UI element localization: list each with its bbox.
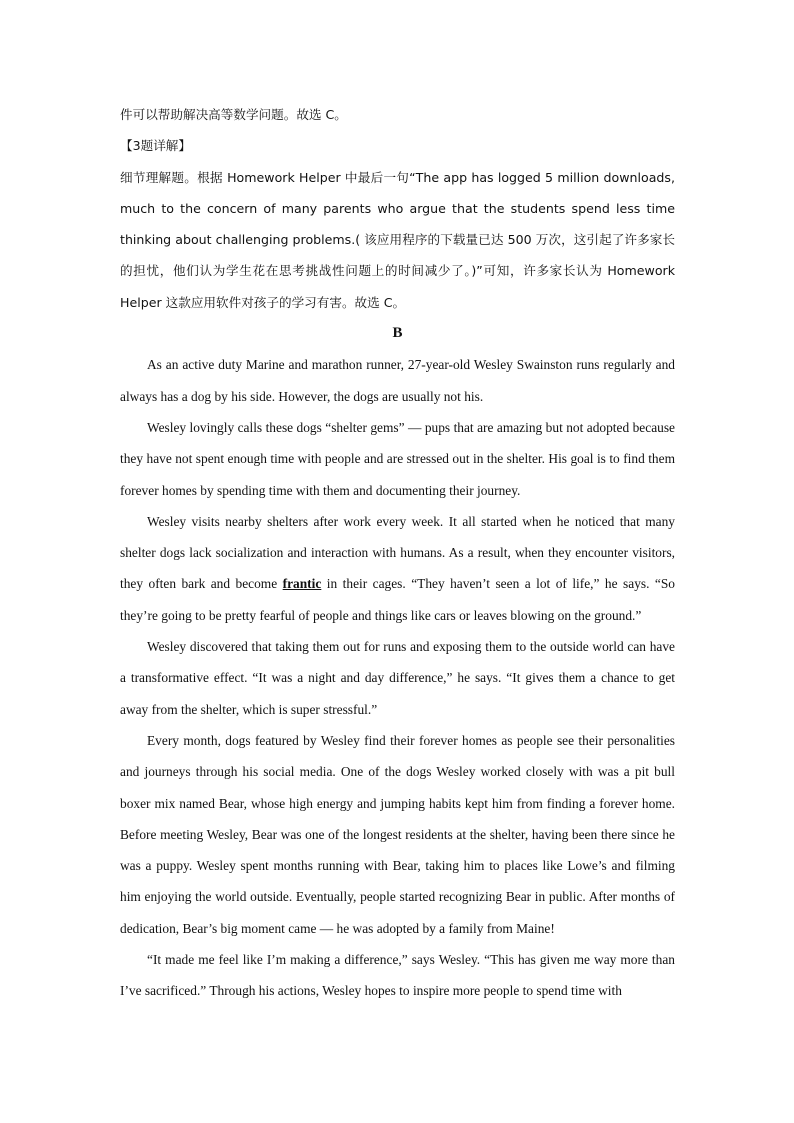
passage-paragraph-5: Every month, dogs featured by Wesley find their forever homes as people see their personalities and journeys through his social media. One of the dogs Wesley worked closely with was a pit bull boxer mix named Bear, whose high energy and jumping habits kept him from finding a forever home. Before meeting Wesley, Bear was one of the longest residents at the shelter, having been there since he was a puppy. Wesley spent months running with Bear, taking him to places like Lowe’s and filming him enjoying the world outside. Eventually, people started recognizing Bear in public. After months of dedication, Bear’s big moment came — he was adopted by a family from Maine! bbox=[120, 732, 675, 936]
question-3-heading: 【3题详解】 bbox=[120, 138, 191, 154]
paragraph-3-text-after: in their cages. “They haven’t seen a lot of life,” he says. “So they’re going to be pretty fearful of people and things like cars or leaves blowing on the ground.” bbox=[120, 576, 675, 623]
question-3-explanation: 细节理解题。根据 Homework Helper 中最后一句“The app has logged 5 million downloads, much to the concern of many parents who argue that the students spend less time thinking about challenging problems.( 该应用程序的下载量已达 500 万次，这引起了许多家长的担忧，他们认为学生花在思考挑战性问题上的时间减少了。)”可知，许多家长认为 Homework Helper 这款应用软件对孩子的学习有害。故选 C。 bbox=[120, 169, 675, 310]
previous-answer-line: 件可以帮助解决高等数学问题。故选 C。 bbox=[120, 107, 347, 122]
passage-paragraph-1: As an active duty Marine and marathon runner, 27-year-old Wesley Swainston runs regularly and always has a dog by his side. However, the dogs are usually not his. bbox=[120, 357, 675, 404]
passage-paragraph-6: “It made me feel like I’m making a difference,” says Wesley. “This has given me way more than I’ve sacrificed.” Through his actions, Wesley hopes to inspire more people to spend time with bbox=[120, 952, 675, 999]
page-content bbox=[120, 99, 675, 1007]
passage-paragraph-3 bbox=[120, 506, 675, 631]
underlined-keyword: frantic bbox=[282, 576, 322, 592]
section-b-title: B bbox=[392, 325, 403, 342]
passage-paragraph-2: Wesley lovingly calls these dogs “shelter gems” — pups that are amazing but not adopted because they have not spent enough time with people and are stressed out in the shelter. His goal is to find them forever homes by spending time with them and documenting their journey. bbox=[120, 419, 675, 498]
paragraph-3-text-before: Wesley visits nearby shelters after work every week. It all started when he noticed that many shelter dogs lack socialization and interaction with humans. As a result, when they encounter visitors, they often bark and become bbox=[120, 513, 675, 592]
passage-paragraph-4: Wesley discovered that taking them out for runs and exposing them to the outside world can have a transformative effect. “It was a night and day difference,” he says. “It gives them a chance to get away from the shelter, which is super stressful.” bbox=[120, 639, 675, 717]
